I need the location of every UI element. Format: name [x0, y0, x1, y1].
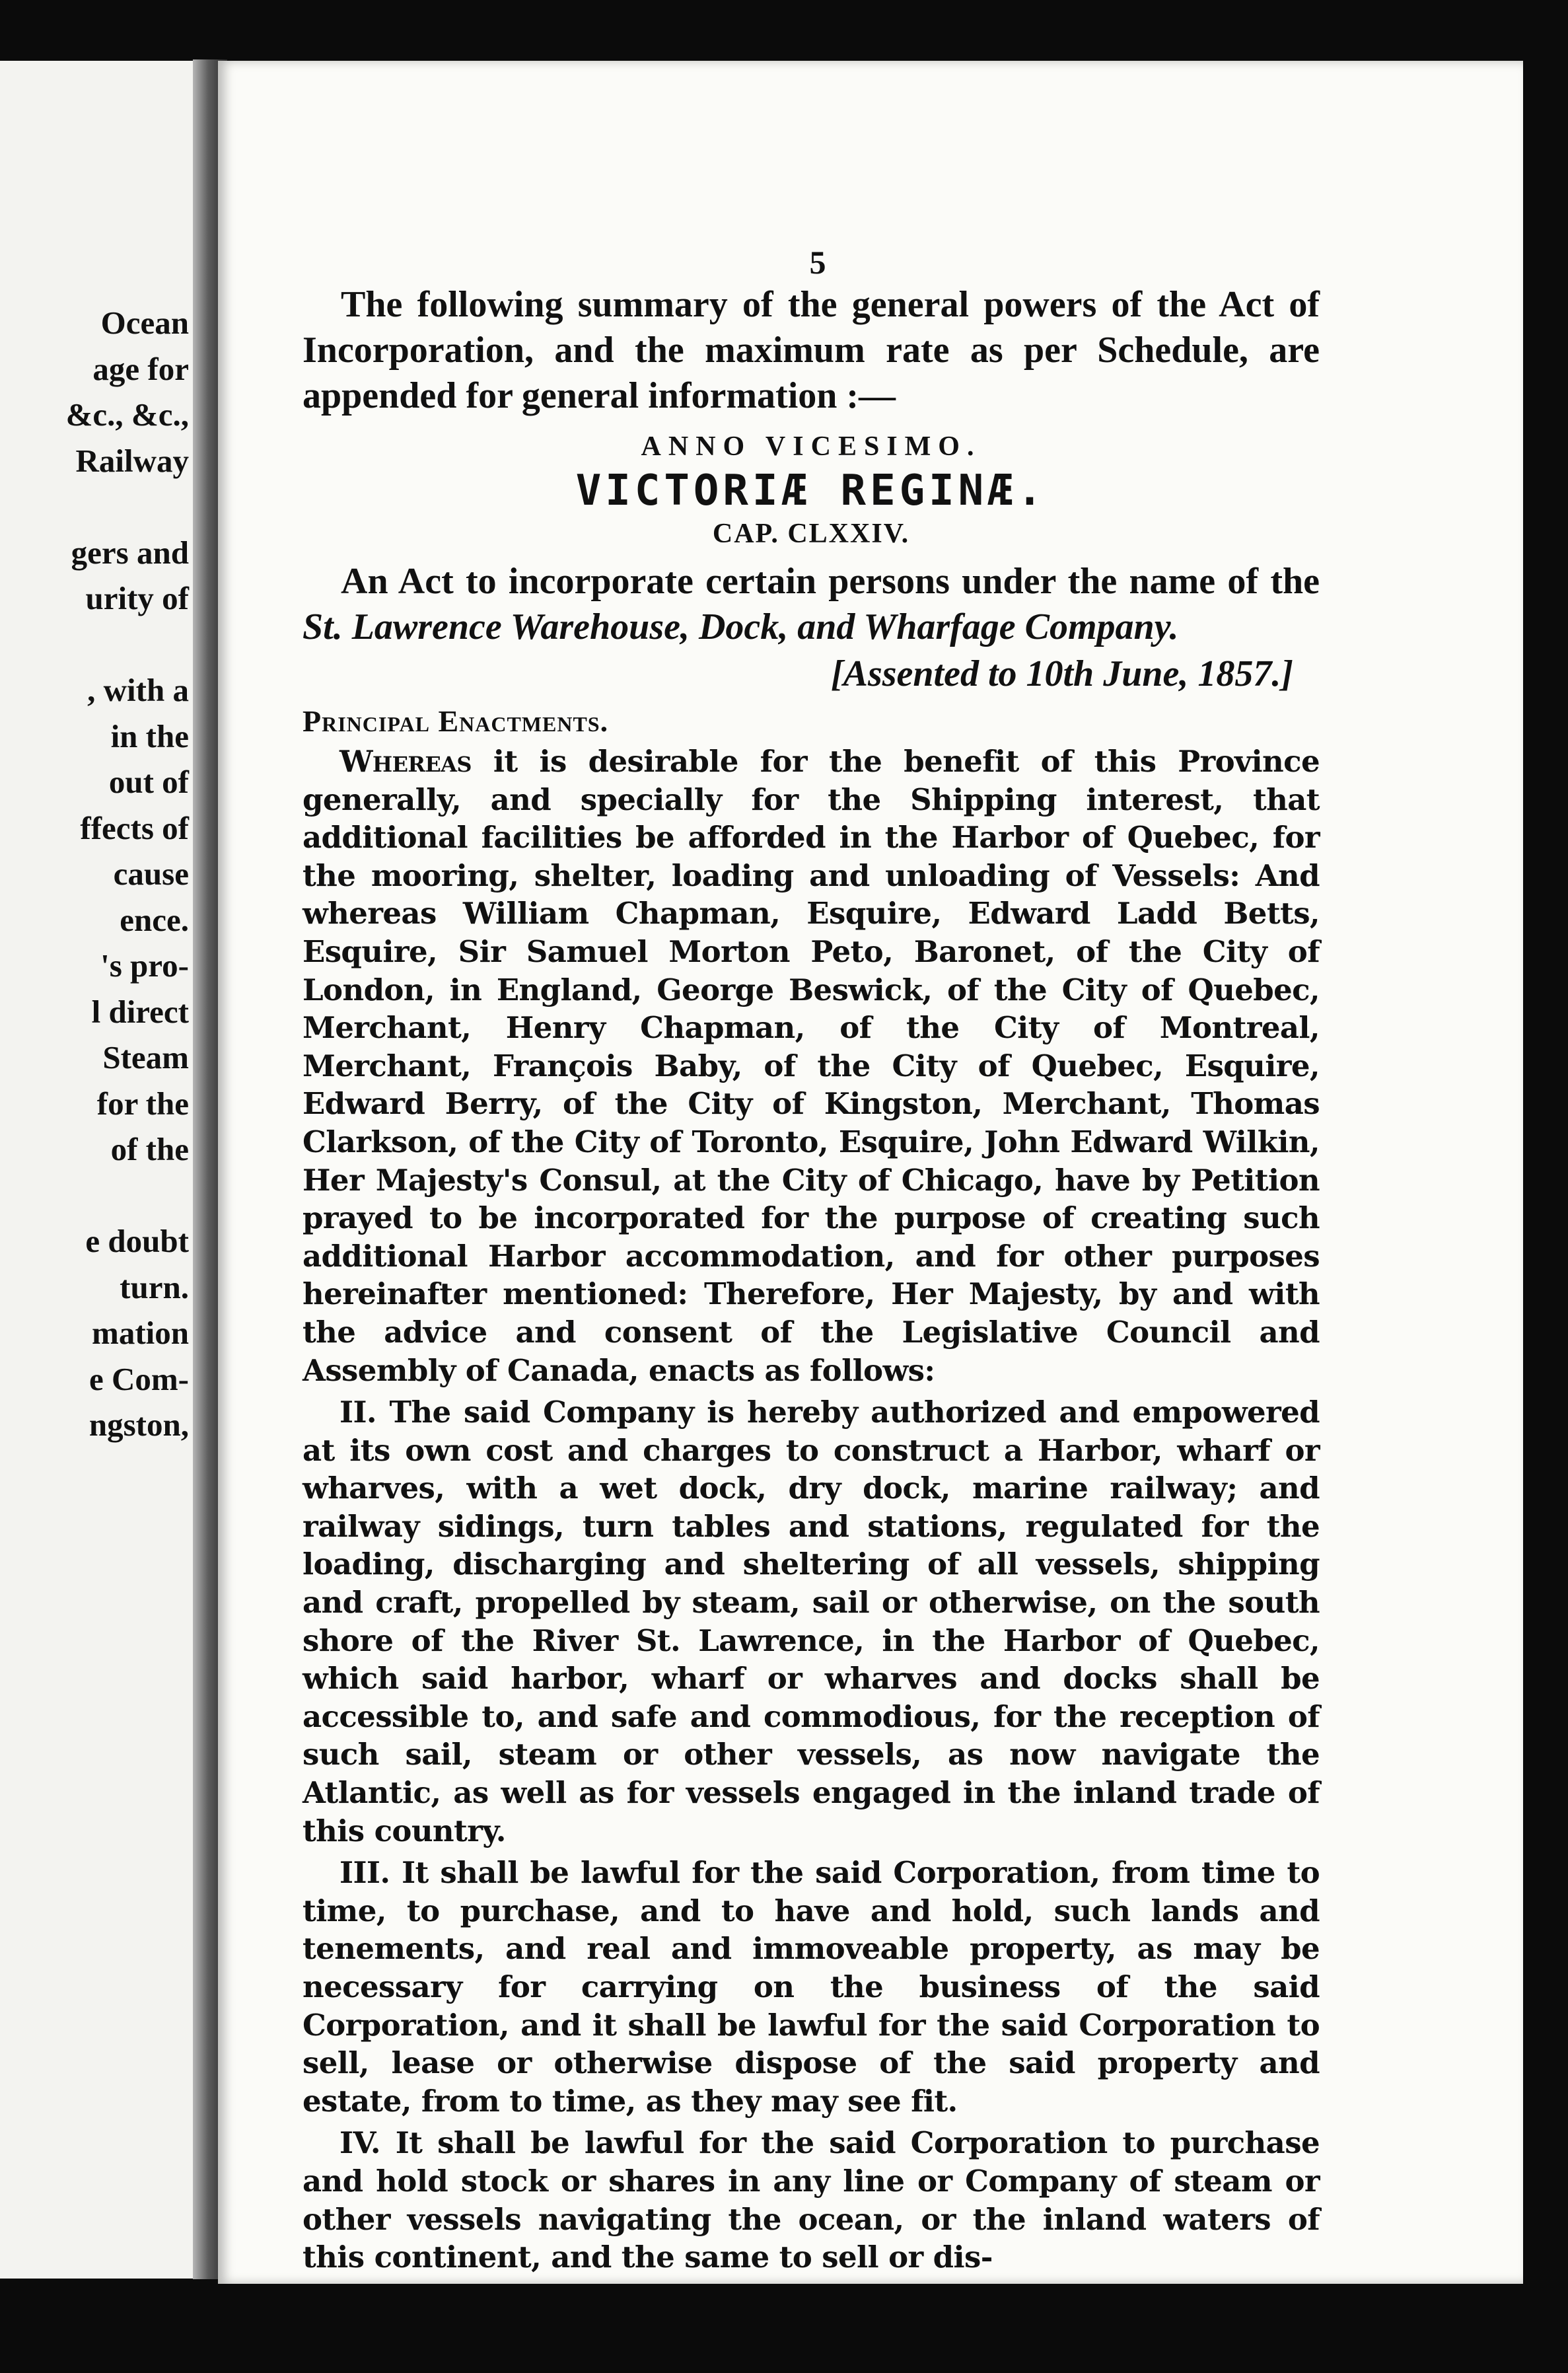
previous-page-line: out of [108, 764, 189, 800]
previous-page-line: ngston, [89, 1406, 189, 1443]
previous-page-line: l direct [91, 993, 189, 1030]
previous-page-line: ffects of [80, 809, 189, 846]
anno-heading: ANNO VICESIMO. [641, 431, 981, 462]
previous-page-line: cause [113, 856, 189, 892]
act-title [303, 559, 1320, 650]
section-4: IV. It shall be lawful for the said Corporation to purchase and hold stock or shares in any line or Company of steam or other vessels navigating the ocean, or the inland waters of this continent, and the same to sell or dis- [303, 2125, 1320, 2275]
page-number: 5 [809, 244, 826, 281]
whereas-paragraph [303, 743, 1320, 1389]
page [218, 61, 1523, 2284]
page-content [303, 242, 1320, 2281]
summary-paragraph: The following summary of the general powers of the Act of Incorporation, and the maximum rate as per Schedule, are appended for general information :— [303, 284, 1320, 416]
chapter-heading: CAP. CLXXIV. [712, 519, 910, 549]
previous-page-line: &c., &c., [65, 396, 189, 433]
previous-page-line: , with a [87, 672, 189, 708]
previous-page-line: e Com- [89, 1360, 189, 1397]
previous-page-line: of the [110, 1131, 189, 1167]
previous-page-line: in the [110, 717, 189, 754]
previous-page-line: ence. [120, 901, 189, 938]
victoriae-heading: VICTORIÆ REGINÆ. [575, 466, 1047, 515]
previous-page-line: urity of [85, 580, 189, 616]
assent-date: [Assented to 10th June, 1857.] [830, 653, 1293, 694]
previous-page-line: Railway [75, 442, 189, 479]
company-name: St. Lawrence Warehouse, Dock, and Wharfage Company. [303, 606, 1179, 647]
previous-page-line [66, 484, 189, 530]
section-3: III. It shall be lawful for the said Corporation, from time to time, to purchase, and to have and hold, such lands and tenements, and real and immoveable property, as may be necessary for carrying on the business of the said Corporation, and it shall be lawful for the said Corporation to sell, lease or otherwise dispose of the said property and estate, from to time, as they may see fit. [303, 1855, 1320, 2119]
whereas-lead: Whereas [339, 744, 472, 779]
previous-page-line [66, 622, 189, 668]
section-2: II. The said Company is hereby authorized and empowered at its own cost and charges to construct a Harbor, wharf or wharves, with a wet dock, dry dock, marine railway; and railway sidings, turn tables and stations, regulated for the loading, discharging and sheltering of all vessels, shipping and craft, propelled by steam, sail or otherwise, on the south shore of the River St. Lawrence, in the Harbor of Quebec, which said harbor, wharf or wharves and docks shall be accessible to, and safe and commodious, for the reception of such sail, steam or other vessels, as now navigate the Atlantic, as well as for vessels engaged in the inland trade of this country. [303, 1395, 1320, 1848]
previous-page-line: 's pro- [100, 947, 189, 984]
previous-page-line: Ocean [100, 305, 189, 341]
principal-enactments-heading: Principal Enactments. [303, 704, 609, 738]
previous-page-line: for the [96, 1085, 189, 1122]
whereas-body: it is desirable for the benefit of this Province generally, and specially for the Shipping interest, that additional facilities be afforded in the Harbor of Quebec, for the mooring, shelter, loading and unloading of Vessels: And whereas William Chapman, Esquire, Edward Ladd Betts, Esquire, Sir Samuel Morton Peto, Baronet, of the City of London, in England, George Beswick, of the City of Quebec, Merchant, Henry Chapman, of the City of Montreal, Merchant, François Baby, of the City of Quebec, Esquire, Edward Berry, of the City of Kingston, Merchant, Thomas Clarkson, of the City of Toronto, Esquire, John Edward Wilkin, Her Majesty's Consul, at the City of Chicago, have by Petition prayed to be incorporated for the purpose of creating such additional Harbor accommodation, and for other purposes hereinafter mentioned: Therefore, Her Majesty, by and with the advice and consent of the Legislative Council and Assembly of Canada, enacts as follows: [303, 744, 1320, 1388]
previous-page-line: e doubt [85, 1223, 189, 1259]
previous-page-line: age for [92, 350, 189, 387]
previous-page-line: gers and [71, 534, 189, 571]
act-title-prefix: An Act to incorporate certain persons under the name of the [341, 561, 1320, 602]
previous-page-line: turn. [120, 1268, 189, 1305]
previous-page-line: mation [92, 1315, 189, 1351]
previous-page-text [66, 300, 189, 1448]
previous-page-line [66, 1173, 189, 1219]
previous-page-line: Steam [102, 1039, 189, 1076]
previous-page-fragment [0, 61, 198, 2279]
